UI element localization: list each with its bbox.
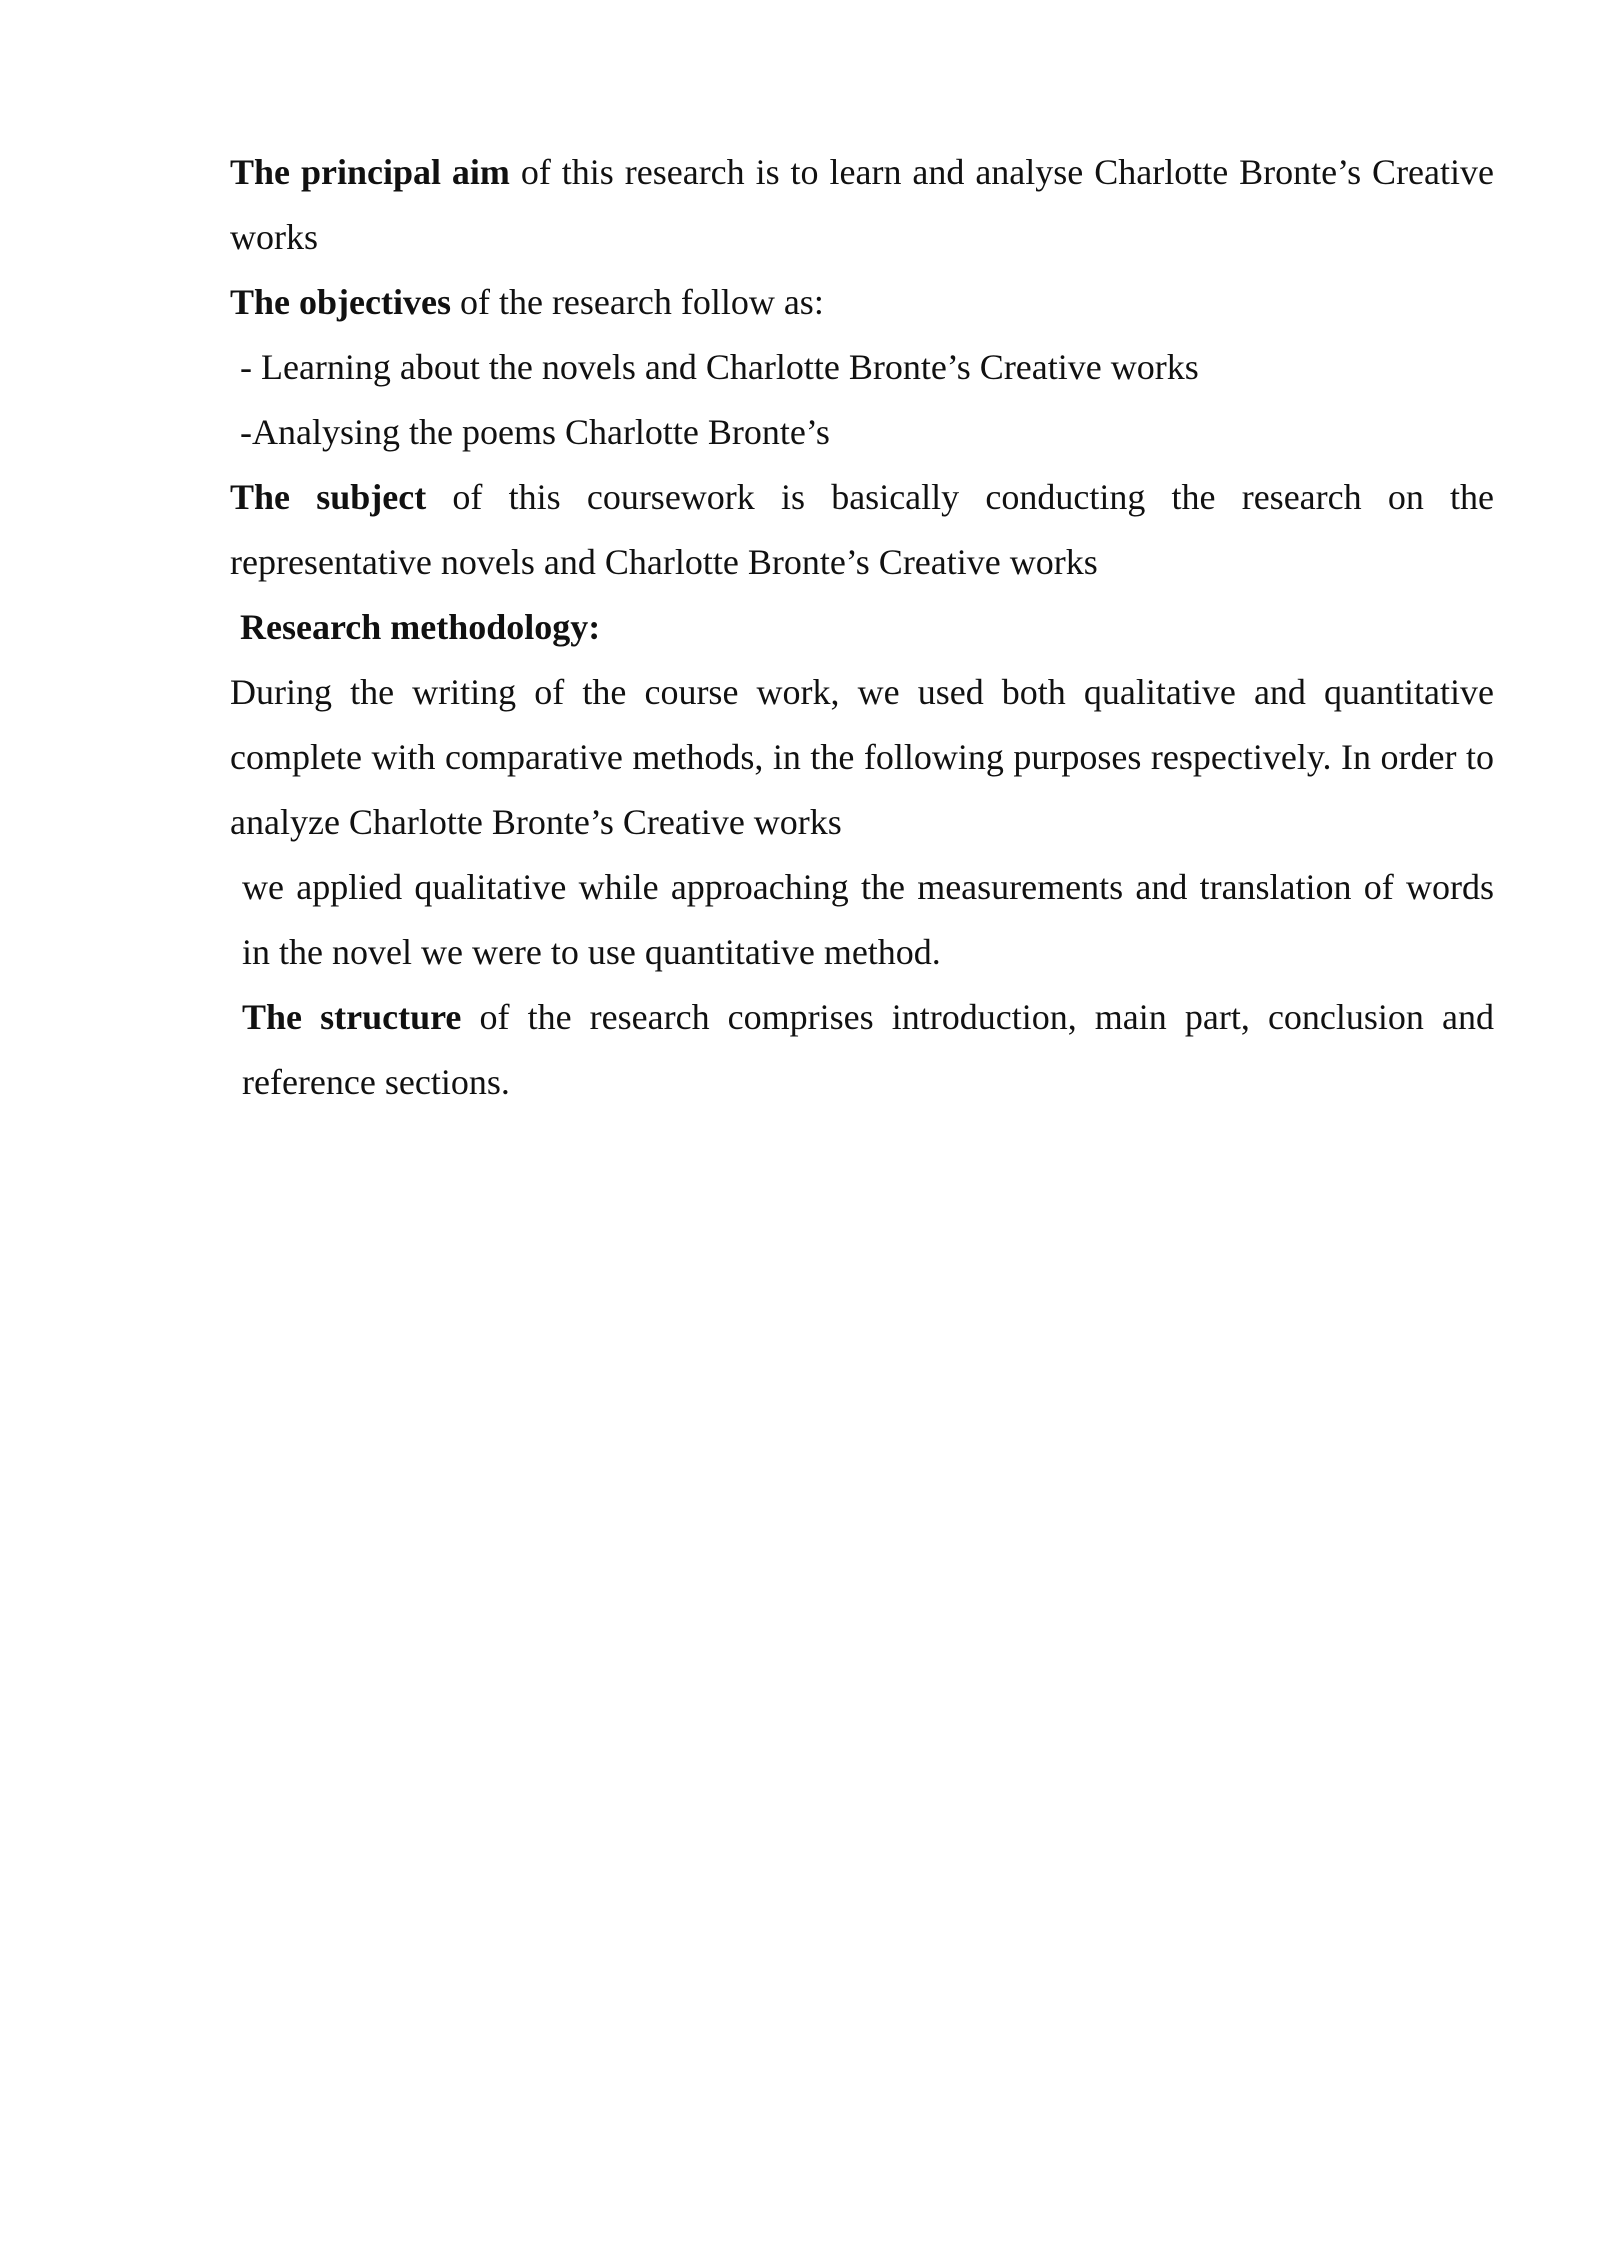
objectives-paragraph	[230, 270, 1494, 335]
subject-text: of this coursework is basically conducting the research on the representative novels and Charlotte Bronte’s Creative works	[230, 477, 1495, 582]
aim-text: of this research is to learn and analyse Charlotte Bronte’s Creative works	[230, 152, 1494, 257]
objective-item-1: - Learning about the novels and Charlotte Bronte’s Creative works	[240, 347, 1199, 387]
document-page	[230, 140, 1494, 1115]
aim-lead: The principal aim	[230, 152, 510, 192]
structure-lead: The structure	[242, 997, 462, 1037]
structure-text: of the research comprises introduction, main part, conclusion and reference sections.	[242, 997, 1494, 1102]
structure-paragraph	[230, 985, 1494, 1115]
objectives-lead: The objectives	[230, 282, 451, 322]
methodology-heading: Research methodology:	[240, 607, 601, 647]
subject-lead: The subject	[230, 477, 427, 517]
objectives-text: of the research follow as:	[450, 282, 824, 322]
objective-item-2: -Analysing the poems Charlotte Bronte’s	[240, 412, 830, 452]
subject-paragraph	[230, 465, 1494, 595]
methodology-paragraph-2: we applied qualitative while approaching the measurements and translation of words in the novel we were to use quantitative method.	[242, 867, 1494, 972]
methodology-paragraph-1: During the writing of the course work, we used both qualitative and quantitative complete with comparative methods, in the following purposes respectively. In order to analyze Charlotte Bronte’s Creative works	[230, 672, 1494, 842]
aim-paragraph	[230, 140, 1494, 270]
